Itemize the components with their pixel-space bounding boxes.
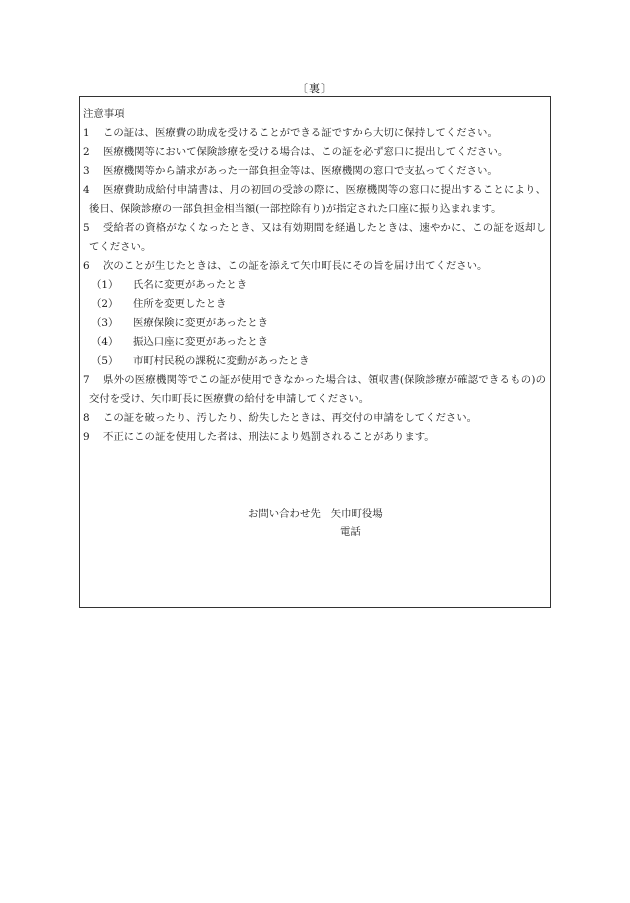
sub-item-number: （1）	[91, 279, 119, 291]
item-number: 2	[83, 146, 90, 158]
item-number: 4	[83, 184, 90, 196]
item-text: 医療費助成給付申請書は、月の初回の受診の際に、医療機関等の窓口に提出することにより、後日、保険診療の一部負担金相当額(一部控除有り)が指定された口座に振り込まれます。	[89, 183, 546, 215]
item-text: 県外の医療機関等でこの証が使用できなかった場合は、領収書(保険診療が確認できるもの)の交付を受け、矢巾町長に医療費の給付を申請してください。	[89, 373, 546, 405]
sub-item-number: （3）	[91, 317, 119, 329]
item-text: この証は、医療費の助成を受けることができる証ですから大切に保持してください。	[103, 126, 498, 139]
sub-item-text: 振込口座に変更があったとき	[133, 336, 268, 348]
notice-item-4	[83, 183, 546, 216]
notice-item-9	[83, 430, 546, 444]
sub-item-text: 市町村民税の課税に変動があったとき	[133, 355, 310, 367]
contact-phone-label: 電話	[340, 526, 361, 538]
contact-label: お問い合わせ先	[248, 508, 321, 520]
notice-item-3	[83, 164, 546, 178]
item-text: 医療機関等において保険診療を受ける場合は、この証を必ず窓口に提出してください。	[103, 145, 509, 158]
contact-office: 矢巾町役場	[330, 508, 383, 520]
item-text: 不正にこの証を使用した者は、刑法により処罰されることがあります。	[103, 430, 435, 443]
notice-item-2	[83, 145, 546, 159]
item-number: 6	[83, 260, 90, 272]
sub-item-4	[83, 335, 546, 349]
notice-item-5	[83, 221, 546, 254]
sub-item-number: （5）	[91, 355, 119, 367]
sub-item-2	[83, 297, 546, 311]
item-text: 受給者の資格がなくなったとき、又は有効期間を経過したときは、速やかに、この証を返却してください。	[89, 221, 546, 253]
item-number: 8	[83, 412, 90, 424]
contact-block	[248, 505, 383, 541]
sub-item-5	[83, 354, 546, 368]
notice-item-7	[83, 373, 546, 406]
notice-item-6	[83, 259, 546, 273]
sub-item-number: （2）	[91, 298, 119, 310]
sub-item-text: 住所を変更したとき	[133, 298, 227, 310]
item-number: 3	[83, 165, 90, 177]
sub-item-text: 氏名に変更があったとき	[133, 279, 248, 291]
page-side-label: 〔裏〕	[297, 82, 333, 95]
item-text: この証を破ったり、汚したり、紛失したときは、再交付の申請をしてください。	[103, 411, 478, 424]
notice-box	[79, 96, 551, 608]
item-number: 5	[83, 222, 90, 234]
item-number: 7	[83, 374, 90, 386]
notice-item-1	[83, 126, 546, 140]
item-number: 1	[83, 127, 90, 139]
item-text: 次のことが生じたときは、この証を添えて矢巾町長にその旨を届け出てください。	[103, 259, 488, 272]
notice-title: 注意事項	[83, 108, 125, 120]
sub-item-3	[83, 316, 546, 330]
sub-item-text: 医療保険に変更があったとき	[133, 317, 268, 329]
notice-item-8	[83, 411, 546, 425]
sub-item-1	[83, 278, 546, 292]
item-number: 9	[83, 431, 90, 443]
item-text: 医療機関等から請求があった一部負担金等は、医療機関の窓口で支払ってください。	[103, 164, 498, 177]
sub-item-number: （4）	[91, 336, 119, 348]
